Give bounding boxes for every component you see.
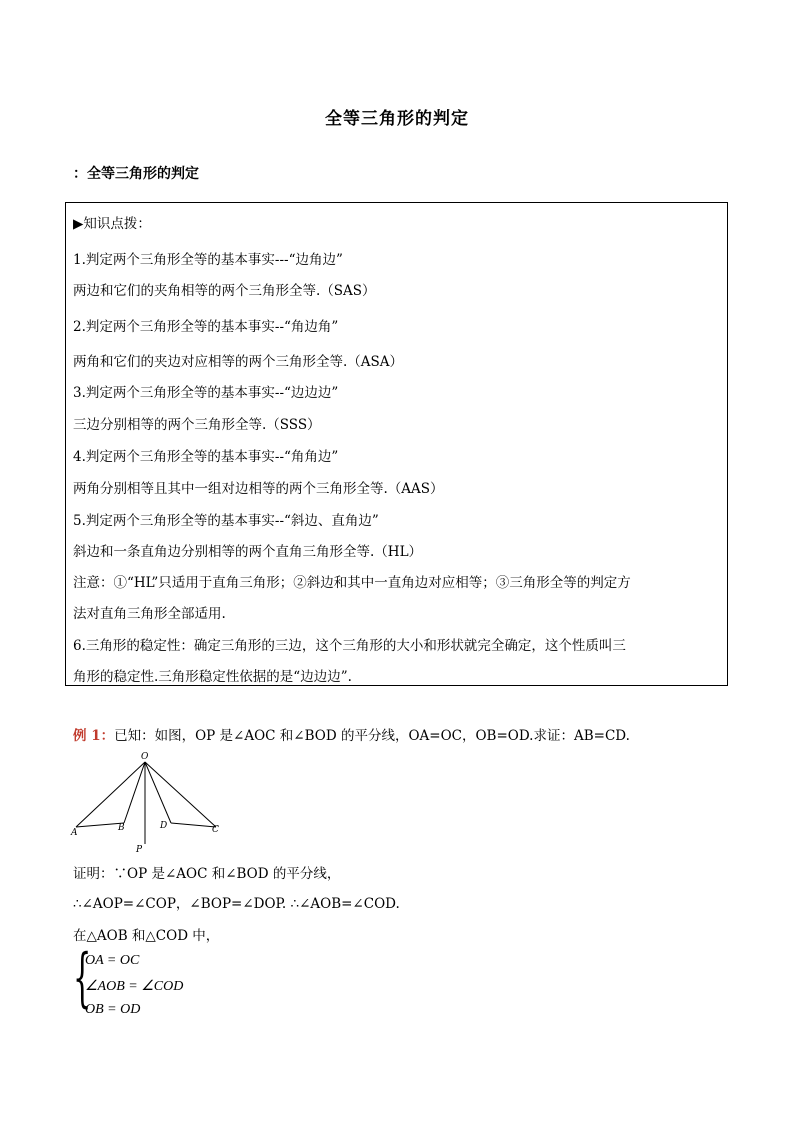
label-a: A — [71, 828, 78, 838]
knowledge-line: 斜边和一条直角边分别相等的两个直角三角形全等.（HL） — [73, 544, 423, 560]
brace-symbol: { — [73, 941, 92, 1015]
segment-oc — [145, 762, 216, 827]
knowledge-line: 1.判定两个三角形全等的基本事实---“边角边” — [73, 252, 343, 268]
segment-ab — [76, 823, 124, 827]
proof-line: ∴∠AOP=∠COP，∠BOP=∠DOP. ∴∠AOB=∠COD. — [73, 896, 400, 912]
knowledge-line: 4.判定两个三角形全等的基本事实--“角角边” — [73, 449, 339, 465]
knowledge-line: 三边分别相等的两个三角形全等.（SSS） — [73, 417, 321, 433]
knowledge-line: ▶知识点拨： — [73, 216, 151, 232]
section-heading: ：全等三角形的判定 — [73, 166, 199, 182]
label-p: P — [136, 845, 143, 853]
knowledge-line: 2.判定两个三角形全等的基本事实--“角边角” — [73, 319, 339, 335]
proof-line: 在△AOB 和△COD 中， — [73, 928, 220, 944]
page-title: 全等三角形的判定 — [325, 109, 469, 129]
knowledge-line: 两边和它们的夹角相等的两个三角形全等.（SAS） — [73, 283, 376, 299]
label-d: D — [160, 821, 168, 831]
knowledge-box — [65, 202, 728, 686]
label-o: O — [141, 752, 149, 762]
example-text: 已知：如图，OP 是∠AOC 和∠BOD 的平分线，OA=OC，OB=OD.求证：AB=CD. — [114, 728, 630, 744]
knowledge-line: 5.判定两个三角形全等的基本事实--“斜边、直角边” — [73, 513, 379, 529]
geometry-figure — [66, 748, 226, 853]
equation-system — [73, 941, 253, 1025]
knowledge-line: 角形的稳定性.三角形稳定性依据的是“边边边”. — [73, 669, 352, 685]
example-statement — [73, 724, 630, 744]
segment-dc — [171, 823, 216, 827]
knowledge-line: 两角分别相等且其中一组对边相等的两个三角形全等.（AAS） — [73, 481, 444, 497]
equation: OA = OC — [85, 953, 140, 968]
segment-od — [145, 762, 171, 823]
segment-ob — [124, 762, 145, 823]
label-b: B — [118, 823, 125, 833]
knowledge-line: 注意：①“HL”只适用于直角三角形；②斜边和其中一直角边对应相等；③三角形全等的判定方 — [73, 575, 631, 591]
example-label: 例 1： — [73, 728, 115, 744]
knowledge-line: 6.三角形的稳定性：确定三角形的三边，这个三角形的大小和形状就完全确定，这个性质叫三 — [73, 638, 626, 654]
knowledge-line: 法对直角三角形全部适用. — [73, 606, 226, 622]
equation: ∠AOB = ∠COD — [85, 979, 184, 994]
label-c: C — [212, 825, 219, 835]
segment-oa — [76, 762, 145, 827]
knowledge-line: 两角和它们的夹边对应相等的两个三角形全等.（ASA） — [73, 354, 404, 370]
proof-line: 证明：∵OP 是∠AOC 和∠BOD 的平分线， — [73, 866, 341, 882]
knowledge-line: 3.判定两个三角形全等的基本事实--“边边边” — [73, 385, 339, 401]
equation: OB = OD — [85, 1002, 141, 1017]
